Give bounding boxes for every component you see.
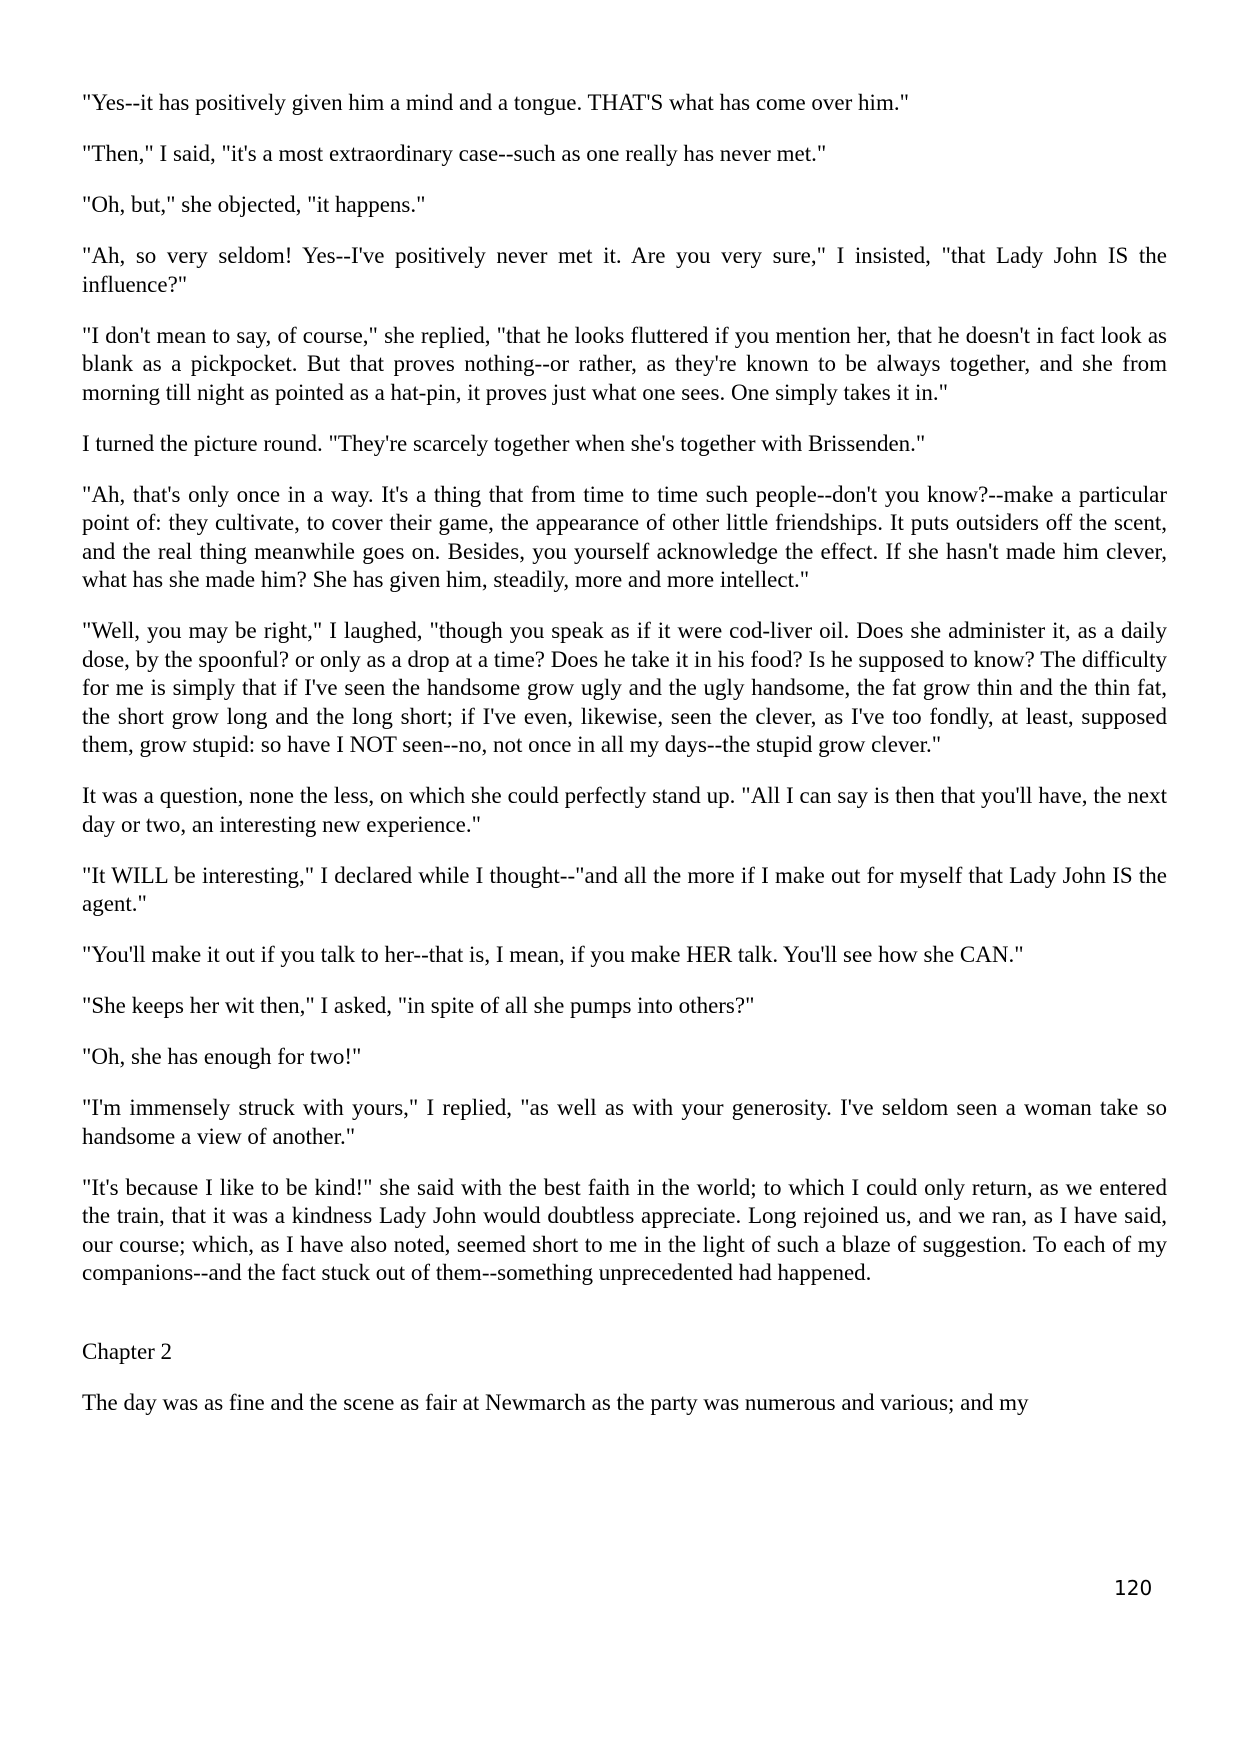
paragraph: The day was as fine and the scene as fair at Newmarch as the party was numerous and various; and my — [82, 1389, 1029, 1415]
paragraph: It was a question, none the less, on which she could perfectly stand up. "All I can say is then that you'll have, the next day or two, an interesting new experience." — [82, 783, 1167, 837]
paragraph: "You'll make it out if you talk to her--that is, I mean, if you make HER talk. You'll see how she CAN." — [82, 942, 1024, 967]
paragraph: "I don't mean to say, of course," she replied, "that he looks fluttered if you mention her, that he doesn't in fact look as blank as a pickpocket. But that proves nothing--or rather, as they're known to be always together, and she from morning till night as pointed as a hat-pin, it proves just what one sees. One simply takes it in." — [82, 322, 1167, 405]
paragraph: "She keeps her wit then," I asked, "in spite of all she pumps into others?" — [82, 993, 755, 1018]
paragraph: "Ah, so very seldom! Yes--I've positively never met it. Are you very sure," I insisted, "that Lady John IS the influence?" — [82, 243, 1167, 297]
paragraph: "Ah, that's only once in a way. It's a thing that from time to time such people--don't you know?--make a particular point of: they cultivate, to cover their game, the appearance of other little friendships. It puts outsiders off the scent, and the real thing meanwhile goes on. Besides, you yourself acknowledge the effect. If she hasn't made him clever, what has she made him? She has given him, steadily, more and more intellect." — [82, 481, 1167, 592]
document-page — [82, 89, 1167, 1440]
paragraph: "It WILL be interesting," I declared while I thought--"and all the more if I make out for myself that Lady John IS the agent." — [82, 862, 1167, 916]
paragraph: "Well, you may be right," I laughed, "though you speak as if it were cod-liver oil. Does she administer it, as a daily dose, by the spoonful? or only as a drop at a time? Does he take it in his food? Is he supposed to know? The difficulty for me is simply that if I've seen the handsome grow ugly and the ugly handsome, the fat grow thin and the thin fat, the short grow long and the long short; if I've even, likewise, seen the clever, as I've too fondly, at least, supposed them, grow stupid: so have I NOT seen--no, not once in all my days--the stupid grow clever." — [82, 618, 1167, 757]
paragraph: I turned the picture round. "They're scarcely together when she's together with Brissenden." — [82, 430, 926, 456]
page-number: 120 — [1114, 1576, 1153, 1600]
paragraph: "I'm immensely struck with yours," I replied, "as well as with your generosity. I've seldom seen a woman take so handsome a view of another." — [82, 1095, 1167, 1149]
paragraph: "Oh, but," she objected, "it happens." — [82, 192, 426, 217]
paragraph: "It's because I like to be kind!" she said with the best faith in the world; to which I could only return, as we entered the train, that it was a kindness Lady John would doubtless appreciate. Long rejoined us, and we ran, as I have said, our course; which, as I have also noted, seemed short to me in the light of such a blaze of suggestion. To each of my companions--and the fact stuck out of them--something unprecedented had happened. — [82, 1174, 1167, 1285]
paragraph: "Then," I said, "it's a most extraordinary case--such as one really has never met." — [82, 141, 827, 166]
chapter-heading: Chapter 2 — [82, 1338, 173, 1364]
paragraph: "Oh, she has enough for two!" — [82, 1044, 362, 1069]
paragraph: "Yes--it has positively given him a mind and a tongue. THAT'S what has come over him." — [82, 90, 909, 115]
